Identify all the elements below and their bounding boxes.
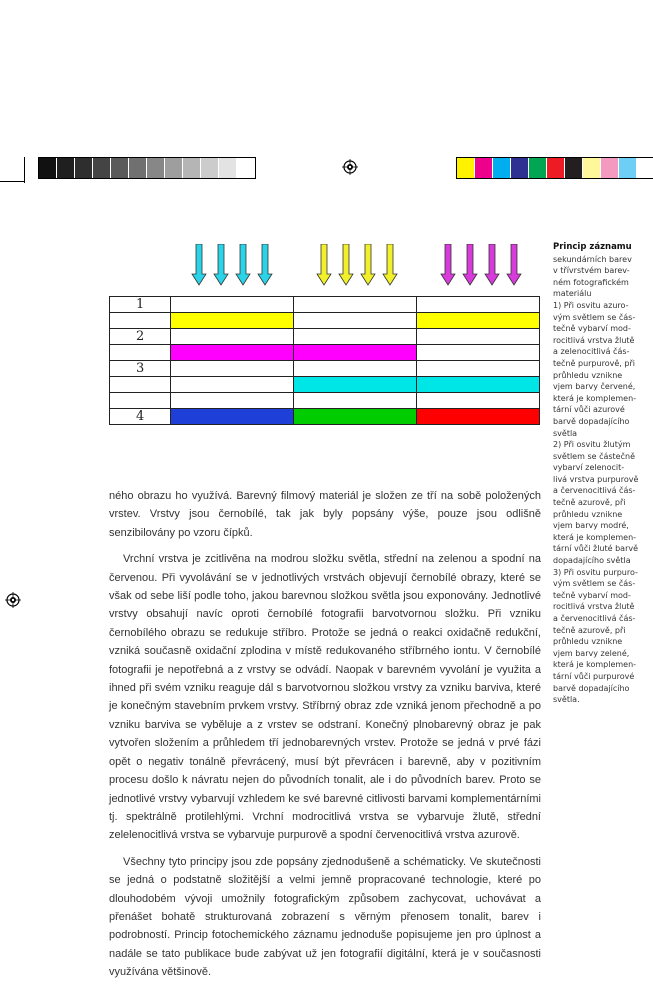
arrow-down-icon — [191, 244, 207, 286]
arrow-down-icon — [338, 244, 354, 286]
sidebar-line: materiálu — [553, 289, 592, 299]
gray-swatch — [75, 158, 93, 178]
paragraph: Všechny tyto principy jsou zde popsány zjednodušeně a schématicky. Ve skutečnosti se jedná o podstatně složitější a velmi jemně propracované technologie, které po dlouhodobém vývoji umožnily fotografickým způsobem zachycovat, uchovávat a přenášet bohatě strukturovaná zobrazení s věrným přenosem tonalit, barev i podrobností. Princip fotochemického záznamu jednoduše popisujeme jen pro úplnost a nadále se tato publikace bude zabývat už jen fotografií digitální, která je v současnosti využívána většinově. — [109, 855, 541, 979]
sidebar-line: 3) Při osvitu purpuro- — [553, 567, 638, 577]
sidebar-line: průhledu vznikne — [553, 370, 623, 380]
color-swatch — [601, 158, 619, 178]
row-label: 2 — [110, 329, 171, 345]
layer-cell — [417, 361, 540, 377]
grayscale-control-strip — [38, 157, 256, 179]
sidebar-line: tární vůči žluté barvě — [553, 544, 639, 554]
layer-cell — [171, 377, 294, 393]
body-text — [109, 487, 541, 990]
sidebar-line: průhledu vznikne — [553, 509, 623, 519]
gray-swatch — [183, 158, 201, 178]
sidebar-line: vjem barvy červené, — [553, 382, 636, 392]
layer-cell — [171, 297, 294, 313]
sidebar-line: světla — [553, 428, 578, 438]
layer-cell — [294, 377, 417, 393]
color-control-strip — [456, 157, 653, 179]
layer-cell — [417, 393, 540, 409]
arrow-down-icon — [316, 244, 332, 286]
sidebar-line: vým světlem se čás- — [553, 312, 636, 322]
layer-cell — [171, 393, 294, 409]
arrow-down-icon — [235, 244, 251, 286]
gray-swatch — [201, 158, 219, 178]
sidebar-line: tečně vybarví mod- — [553, 324, 631, 334]
paragraph: ného obrazu ho využívá. Barevný filmový materiál je složen ze tří na sobě položených vrstev. Vrstvy jsou černobílé, tak jak byly popsány výše, pouze jsou odlišně senzibilovány po vzoru čípků. — [109, 490, 541, 539]
layer-cell — [417, 345, 540, 361]
layer-cell — [294, 361, 417, 377]
crop-mark-vertical — [24, 157, 25, 183]
sidebar-title: Princip záznamu — [553, 242, 632, 252]
sidebar-line: a zelenocitlivá čás- — [553, 347, 630, 357]
layer-cell — [294, 393, 417, 409]
row-label — [110, 313, 171, 329]
gray-swatch — [165, 158, 183, 178]
gray-swatch — [57, 158, 75, 178]
sidebar-text — [553, 254, 649, 706]
arrow-down-icon — [484, 244, 500, 286]
layer-cell — [294, 329, 417, 345]
layer-cell — [417, 377, 540, 393]
layer-cell — [171, 345, 294, 361]
sidebar-line: barvě dopadajícího — [553, 683, 630, 693]
arrow-down-icon — [360, 244, 376, 286]
sidebar-line: 1) Při osvitu azuro- — [553, 300, 629, 310]
sidebar-line: 2) Při osvitu žlutým — [553, 440, 631, 450]
sidebar-line: průhledu vznikne — [553, 637, 623, 647]
gray-swatch — [93, 158, 111, 178]
sidebar-line: vybarví zelenocit- — [553, 463, 625, 473]
sidebar-line: tární vůči azurové — [553, 405, 625, 415]
gray-swatch — [111, 158, 129, 178]
layer-row — [110, 393, 540, 409]
sidebar-line: livá vrstva purpurově — [553, 474, 639, 484]
sidebar-line: a červenocitlivá čás- — [553, 614, 636, 623]
sidebar-line: tární vůči purpurové — [553, 671, 635, 681]
row-label — [110, 377, 171, 393]
row-label — [110, 393, 171, 409]
crop-mark-left-top — [0, 181, 24, 182]
sidebar-line: tečně azurově, při — [553, 498, 626, 508]
gray-swatch — [219, 158, 237, 178]
sidebar-caption — [553, 242, 649, 706]
color-swatch — [457, 158, 475, 178]
layer-row — [110, 329, 540, 345]
layer-cell — [171, 361, 294, 377]
sidebar-line: vjem barvy modré, — [553, 521, 629, 531]
color-swatch — [619, 158, 637, 178]
arrow-down-icon — [440, 244, 456, 286]
color-swatch — [511, 158, 529, 178]
arrow-down-icon — [382, 244, 398, 286]
sidebar-line: rocitlivá vrstva žlutě — [553, 335, 635, 345]
gray-swatch — [129, 158, 147, 178]
arrow-down-icon — [506, 244, 522, 286]
arrow-down-icon — [257, 244, 273, 286]
sidebar-line: barvě dopadajícího — [553, 416, 630, 426]
layer-diagram — [109, 296, 540, 425]
color-swatch — [547, 158, 565, 178]
arrow-down-icon — [462, 244, 478, 286]
layer-cell — [294, 409, 417, 425]
registration-mark-icon — [342, 159, 358, 175]
gray-swatch — [39, 158, 57, 178]
layer-cell — [417, 409, 540, 425]
layer-row — [110, 313, 540, 329]
layer-row — [110, 361, 540, 377]
layer-row — [110, 345, 540, 361]
sidebar-line: tečně purpurově, při — [553, 358, 635, 368]
layer-cell — [294, 297, 417, 313]
layer-row — [110, 377, 540, 393]
layer-cell — [171, 409, 294, 425]
row-label: 3 — [110, 361, 171, 377]
sidebar-line: sekundárních barev — [553, 254, 632, 264]
sidebar-line: a červenocitlivá čás- — [553, 486, 636, 496]
row-label: 1 — [110, 297, 171, 313]
color-swatch — [637, 158, 653, 178]
sidebar-line: světla. — [553, 695, 580, 705]
sidebar-line: která je komplemen- — [553, 393, 637, 403]
arrow-down-icon — [213, 244, 229, 286]
row-label — [110, 345, 171, 361]
layer-cell — [417, 329, 540, 345]
color-swatch — [583, 158, 601, 178]
sidebar-line: dopadajícího světla — [553, 556, 631, 566]
layer-cell — [171, 329, 294, 345]
gray-swatch — [237, 158, 255, 178]
color-swatch — [565, 158, 583, 178]
sidebar-line: světlem se částečně — [553, 451, 635, 461]
sidebar-line: která je komplemen- — [553, 660, 637, 670]
color-swatch — [475, 158, 493, 178]
sidebar-line: vým světlem se čás- — [553, 579, 636, 589]
layer-row — [110, 297, 540, 313]
paragraph: Vrchní vrstva je zcitlivěna na modrou složku světla, střední na zelenou a spodní na červenou. Při vyvolávání se v jednotlivých vrstvách objevují černobílé obrazy, které se však od sebe liší podle toho, jakou barevnou složkou světla jsou exponovány. Jednotlivé vrstvy obsahují navíc oproti černobílé fotografii barvotvornou složku. Při vzniku černobílého obrazu se redukuje stříbro. Protože se jedná o reakci oxidačně redukční, vzniká současně oxidační zplodina v místě redukovaného stříbrného iontu. V černobílé fotografii je nepotřebná a z vrstvy se odvádí. Naopak v barevném vyvolání je využita a ihned při svém vzniku reaguje dál s barvotvornou složkou vrstvy za vzniku barviva, které je konečným stavebním prvkem vrstvy. Stříbrný obraz zde vzniká jenom přechodně a po vzniku barviva se vyběluje a z vrstev se odstraní. Konečný plnobarevný obraz je pak vytvořen složením a průhledem tří jednobarevných vrstev. Protože se jedná v prvé fázi opět o negativ tonálně převrácený, musí být převrácen i barevně, aby v pozitivním procesu došlo k návratu nejen do původních tonalit, ale i do původních barev. Proto se jednotlivé vrstvy vybarvují vzhledem ke své barevné citlivosti barvami komplementárními tj. spektrálně protilehlými. Vrchní modrocitlivá vrstva se vybarvuje žlutě, střední zelelenocitlivá vrstva se vybarvuje purpurově a spodní červenocitlivá vrstva azurově. — [109, 553, 541, 842]
layer-cell — [417, 313, 540, 329]
row-label: 4 — [110, 409, 171, 425]
layer-cell — [417, 297, 540, 313]
sidebar-line: rocitlivá vrstva žlutě — [553, 602, 635, 612]
layer-cell — [171, 313, 294, 329]
sidebar-line: tečně vybarví mod- — [553, 590, 631, 600]
registration-mark-icon — [5, 592, 21, 608]
sidebar-line: tečně azurově, při — [553, 625, 626, 635]
sidebar-line: ném fotografickém — [553, 277, 629, 287]
color-swatch — [529, 158, 547, 178]
sidebar-line: vjem barvy zelené, — [553, 648, 630, 658]
layer-cell — [294, 313, 417, 329]
sidebar-line: která je komplemen- — [553, 532, 637, 542]
gray-swatch — [147, 158, 165, 178]
layer-cell — [294, 345, 417, 361]
layer-row — [110, 409, 540, 425]
sidebar-line: v třívrstvém barev- — [553, 266, 630, 276]
color-swatch — [493, 158, 511, 178]
